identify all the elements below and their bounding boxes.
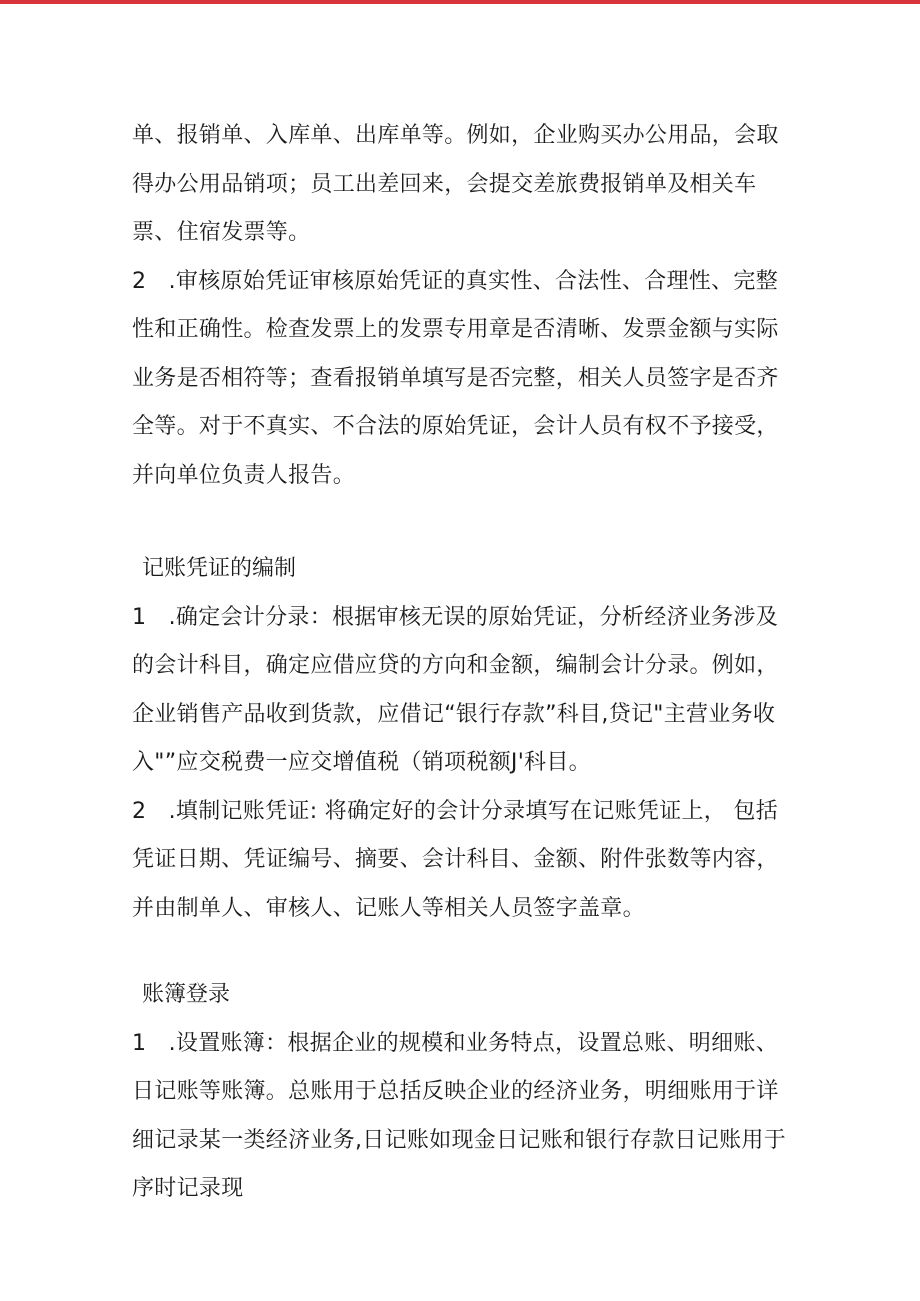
section-spacer bbox=[132, 933, 797, 971]
intro-paragraph: 单、报销单、入库单、出库单等。例如，企业购买办公用品，会取得办公用品销项；员工出差回来，会提交差旅费报销单及相关车票、住宿发票等。 bbox=[132, 123, 779, 245]
voucher-item-1: 1 .确定会计分录：根据审核无误的原始凭证，分析经济业务涉及的会计科目，确定应借应贷的方向和金额，编制会计分录。例如，企业销售产品收到货款，应借记“银行存款”科目,贷记"主营业务收入"”应交税费一应交增值税（销项税额J'科目。 bbox=[132, 604, 779, 775]
audit-paragraph: 2 .审核原始凭证审核原始凭证的真实性、合法性、合理性、完整性和正确性。检查发票上的发票专用章是否清晰、发票金额与实际业务是否相符等；查看报销单填写是否完整，相关人员签字是否齐全等。对于不真实、不合法的原始凭证，会计人员有权不予接受，并向单位负责人报告。 bbox=[132, 268, 779, 488]
section-spacer bbox=[132, 500, 797, 545]
voucher-item-2: 2 .填制记账凭证: 将确定好的会计分录填写在记账凭证上， 包括凭证日期、凭证编号、摘要、会计科目、金额、附件张数等内容，并由制单人、审核人、记账人等相关人员签字盖章。 bbox=[132, 798, 779, 921]
section-heading-ledger: 账簿登录 bbox=[142, 982, 231, 1007]
ledger-item-1: 1 .设置账簿：根据企业的规模和业务特点，设置总账、明细账、日记账等账簿。总账用于总括反映企业的经济业务，明细账用于详细记录某一类经济业务,日记账如现金日记账和银行存款日记账用于序时记录现 bbox=[132, 1030, 786, 1201]
section-heading-voucher: 记账凭证的编制 bbox=[142, 556, 297, 581]
document-page bbox=[132, 112, 797, 1214]
top-accent-rule bbox=[0, 0, 920, 4]
